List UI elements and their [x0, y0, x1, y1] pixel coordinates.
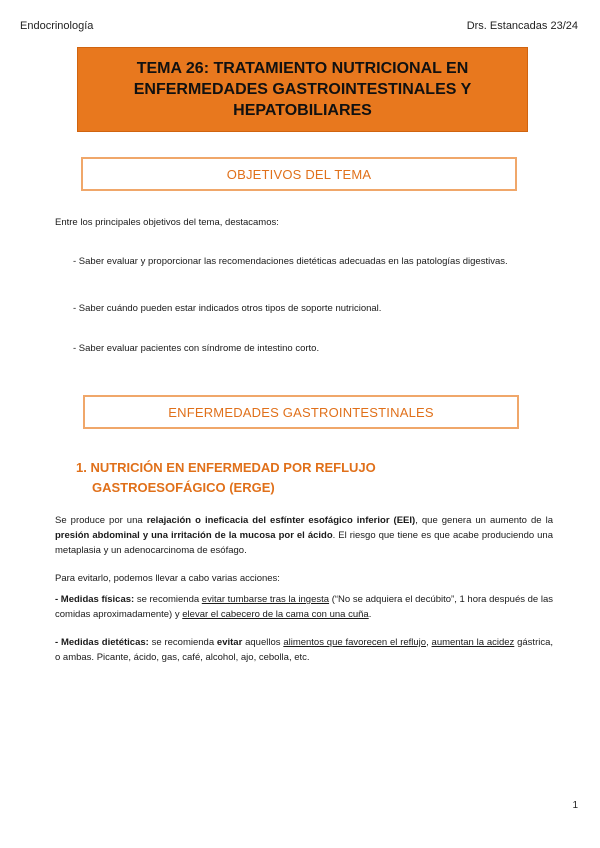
objective-item: - Saber cuándo pueden estar indicados otros tipos de soporte nutricional.	[73, 303, 382, 314]
subheading-line-1: 1. NUTRICIÓN EN ENFERMEDAD POR REFLUJO	[76, 460, 376, 475]
objective-item: - Saber evaluar y proporcionar las recomendaciones dietéticas adecuadas en las patologías digestivas.	[73, 256, 508, 267]
text-run: gástrica, o ambas. Picante, ácido, gas, café, alcohol, ajo, cebolla, etc.	[55, 637, 554, 663]
text-run: se recomienda	[148, 637, 217, 648]
text-run: “No se adquiera el decúbito”, 1 hora después de las comidas aproximadamente)	[55, 594, 553, 620]
paragraph-dietary-measures	[55, 635, 553, 665]
underlined-text: aumentan la acidez	[431, 637, 515, 648]
subheading-line-2: GASTROESOFÁGICO (ERGE)	[92, 480, 275, 495]
text-run: y	[172, 609, 183, 620]
section-heading-objectives: OBJETIVOS DEL TEMA	[81, 157, 517, 191]
bold-text: presión abdominal y una irritación de la mucosa por el ácido	[55, 530, 333, 541]
paragraph-physical-measures	[55, 592, 553, 622]
text-run: Se produce por una	[55, 515, 147, 526]
bold-text: relajación o ineficacia del esfínter esofágico inferior (EEI)	[146, 515, 416, 526]
page-title	[77, 47, 528, 132]
text-run: (	[329, 594, 335, 605]
header-subject: Endocrinología	[20, 20, 94, 32]
paragraph-cause	[55, 513, 553, 558]
header-authors: Drs. Estancadas 23/24	[466, 20, 578, 32]
title-line-3: HEPATOBILIARES	[233, 102, 372, 119]
bold-text: - Medidas dietéticas:	[55, 637, 149, 648]
bold-text: - Medidas físicas:	[55, 594, 135, 605]
section-heading-gastrointestinal: ENFERMEDADES GASTROINTESTINALES	[83, 395, 519, 429]
page-number: 1	[572, 800, 578, 811]
title-line-2: ENFERMEDADES GASTROINTESTINALES Y	[133, 81, 472, 98]
underlined-text: evitar tumbarse tras la ingesta	[201, 594, 330, 605]
text-run: ,	[426, 637, 432, 648]
text-run: aquellos	[242, 637, 284, 648]
text-run: . El riesgo que tiene es que acabe produciendo una metaplasia y un adenocarcinoma de esófago.	[55, 530, 554, 556]
text-run: , que genera un aumento de la	[415, 515, 554, 526]
subsection-heading-erge	[76, 458, 376, 498]
objective-item: - Saber evaluar pacientes con síndrome de intestino corto.	[73, 343, 320, 354]
bold-text: evitar	[216, 637, 243, 648]
text-run: se recomienda	[134, 594, 202, 605]
paragraph-actions-intro: Para evitarlo, podemos llevar a cabo varias acciones:	[55, 573, 280, 584]
objectives-intro: Entre los principales objetivos del tema, destacamos:	[55, 217, 279, 228]
underlined-text: alimentos que favorecen el reflujo	[283, 637, 427, 648]
underlined-text: elevar el cabecero de la cama con una cuña	[182, 609, 369, 620]
title-line-1: TEMA 26: TRATAMIENTO NUTRICIONAL EN	[136, 60, 469, 77]
text-run: .	[368, 609, 372, 620]
